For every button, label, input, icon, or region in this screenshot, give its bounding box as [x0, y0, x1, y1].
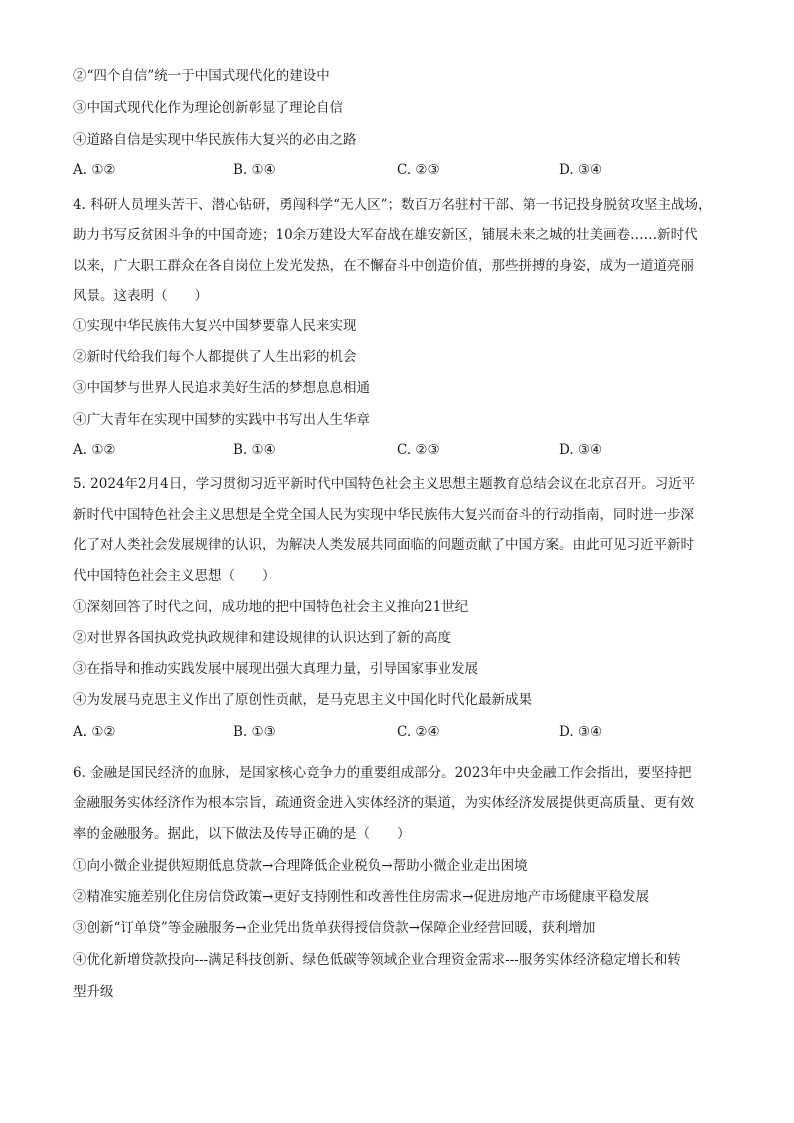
- q3-statement-3: ③中国式现代化作为理论创新彰显了理论自信: [73, 100, 343, 116]
- q5-statement-1: ①深刻回答了时代之问，成功地的把中国特色社会主义推向21世纪: [73, 599, 469, 615]
- q5-options: [73, 722, 733, 742]
- q3-option-d[interactable]: D. ③④: [559, 162, 603, 178]
- q4-stem-line-2: 助力书写反贫困斗争的中国奇迹；10余万建设大军奋战在雄安新区，铺展未来之城的壮美画卷……新时代: [73, 227, 698, 243]
- q3-options: [73, 160, 733, 180]
- q4-option-b[interactable]: B. ①④: [233, 442, 276, 458]
- q4-option-c[interactable]: C. ②③: [397, 442, 440, 458]
- q6-stem-line-2: 金融服务实体经济作为根本宗旨，疏通资金进入实体经济的渠道，为实体经济发展提供更高质量、更有效: [73, 795, 694, 811]
- q3-statement-4: ④道路自信是实现中华民族伟大复兴的必由之路: [73, 132, 357, 148]
- q5-stem-line-4: 代中国特色社会主义思想（ ）: [73, 568, 276, 584]
- q5-statement-3: ③在指导和推动实践发展中展现出强大真理力量，引导国家事业发展: [73, 661, 478, 677]
- q5-stem-line-1: 5. 2024年2月4日，学习贯彻习近平新时代中国特色社会主义思想主题教育总结会议在北京召开。习近平: [73, 476, 696, 492]
- q4-options: [73, 440, 733, 460]
- q4-statement-2: ②新时代给我们每个人都提供了人生出彩的机会: [73, 349, 357, 365]
- q5-stem-line-2: 新时代中国特色社会主义思想是全党全国人民为实现中华民族伟大复兴而奋斗的行动指南，同时进一步深: [73, 507, 694, 523]
- q5-option-a[interactable]: A. ①②: [73, 724, 116, 740]
- q6-statement-1: ①向小微企业提供短期低息贷款→合理降低企业税负→帮助小微企业走出困境: [73, 858, 528, 874]
- q4-option-a[interactable]: A. ①②: [73, 442, 116, 458]
- q4-stem-line-4: 风景。这表明（ ）: [73, 288, 208, 304]
- q5-option-d[interactable]: D. ③④: [559, 724, 603, 740]
- q6-statement-2: ②精准实施差别化住房信贷政策→更好支持刚性和改善性住房需求→促进房地产市场健康平稳发展: [73, 889, 650, 905]
- q3-statement-2: ②“四个自信”统一于中国式现代化的建设中: [73, 68, 330, 84]
- q5-statement-4: ④为发展马克思主义作出了原创性贡献，是马克思主义中国化时代化最新成果: [73, 692, 532, 708]
- q6-statement-4-continued: 型升级: [73, 984, 114, 1000]
- q3-option-c[interactable]: C. ②③: [397, 162, 440, 178]
- q5-option-c[interactable]: C. ②④: [397, 724, 440, 740]
- q4-stem-line-3: 以来，广大职工群众在各自岗位上发光发热，在不懈奋斗中创造价值，那些拼搏的身姿，成为一道道亮丽: [73, 258, 694, 274]
- q4-option-d[interactable]: D. ③④: [559, 442, 603, 458]
- q6-stem-line-1: 6. 金融是国民经济的血脉，是国家核心竞争力的重要组成部分。2023年中央金融工作会指出，要坚持把: [73, 765, 692, 781]
- q3-option-a[interactable]: A. ①②: [73, 162, 116, 178]
- q3-option-b[interactable]: B. ①④: [233, 162, 276, 178]
- q4-stem-line-1: 4. 科研人员埋头苦干、潜心钻研，勇闯科学“无人区”；数百万名驻村干部、第一书记投身脱贫攻坚主战场，: [73, 197, 712, 213]
- q5-option-b[interactable]: B. ①③: [233, 724, 276, 740]
- q6-statement-4: ④优化新增贷款投向---满足科技创新、绿色低碳等领域企业合理资金需求---服务实体经济稳定增长和转: [73, 952, 681, 968]
- q6-stem-line-3: 率的金融服务。据此，以下做法及传导正确的是（ ）: [73, 826, 411, 842]
- q5-stem-line-3: 化了对人类社会发展规律的认识，为解决人类发展共同面临的问题贡献了中国方案。由此可见习近平新时: [73, 537, 694, 553]
- q6-statement-3: ③创新“订单贷”等金融服务→企业凭出货单获得授信贷款→保障企业经营回暖，获利增加: [73, 920, 596, 936]
- q5-statement-2: ②对世界各国执政党执政规律和建设规律的认识达到了新的高度: [73, 630, 451, 646]
- q4-statement-1: ①实现中华民族伟大复兴中国梦要靠人民来实现: [73, 318, 357, 334]
- q4-statement-3: ③中国梦与世界人民追求美好生活的梦想息息相通: [73, 380, 370, 396]
- q4-statement-4: ④广大青年在实现中国梦的实践中书写出人生华章: [73, 412, 370, 428]
